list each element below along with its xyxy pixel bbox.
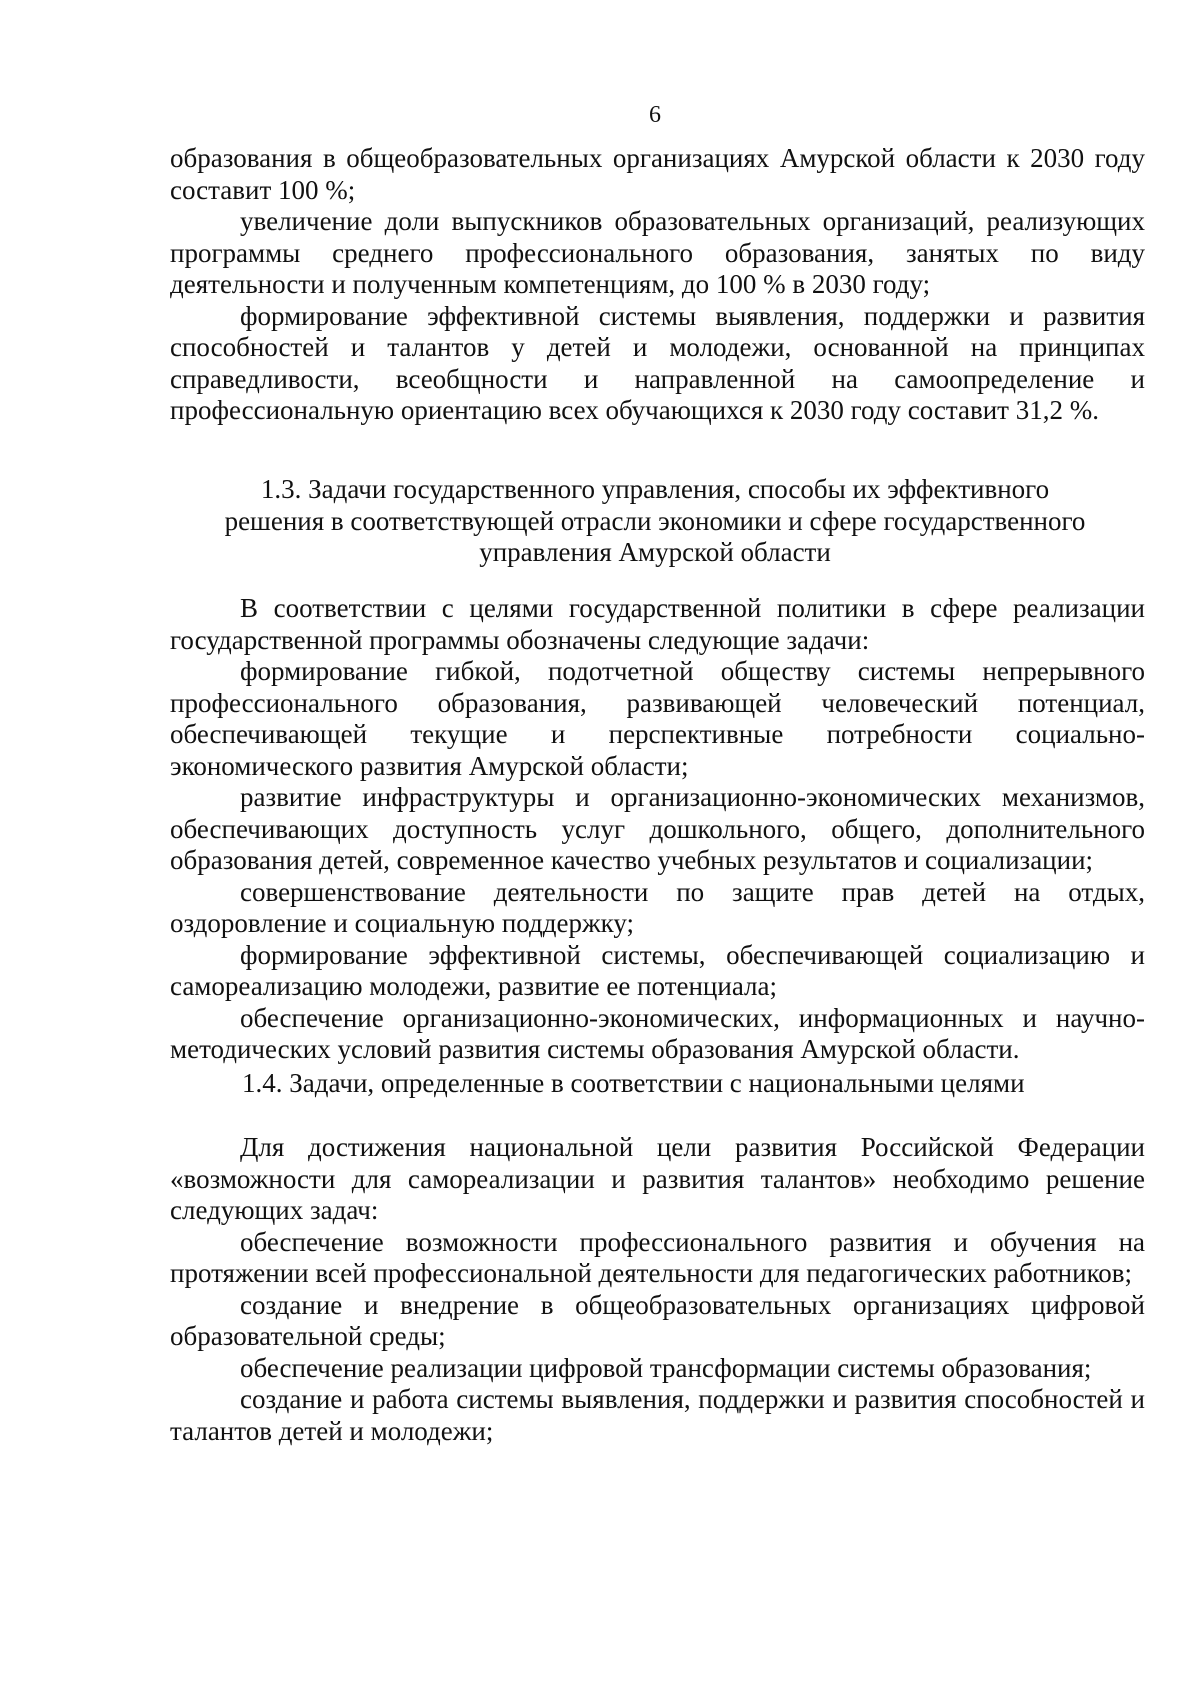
paragraph-continuation: образования в общеобразовательных организациях Амурской области к 2030 году составит 100 %; bbox=[170, 143, 1145, 205]
section-intro: В соответствии с целями государственной политики в сфере реализации государственной программы обозначены следующие задачи: bbox=[170, 593, 1145, 655]
page-number: 6 bbox=[649, 102, 661, 128]
list-item: формирование гибкой, подотчетной обществу системы непрерывного профессионального образования, развивающей человеческий потенциал, обеспечивающей текущие и перспективные потребности социально-экономического развития Амурской области; bbox=[170, 656, 1145, 781]
paragraph-talents: формирование эффективной системы выявления, поддержки и развития способностей и талантов у детей и молодежи, основанной на принципах справедливости, всеобщности и направленной на самоопределение и профессиональную ориентацию всех обучающихся к 2030 году составит 31,2 %. bbox=[170, 300, 1145, 425]
list-item: обеспечение организационно-экономических, информационных и научно-методических условий развития системы образования Амурской области. bbox=[170, 1002, 1145, 1064]
section-intro: Для достижения национальной цели развития Российской Федерации «возможности для самореализации и развития талантов» необходимо решение следующих задач: bbox=[170, 1132, 1145, 1225]
list-item: создание и внедрение в общеобразовательных организациях цифровой образовательной среды; bbox=[170, 1289, 1145, 1351]
list-item: обеспечение реализации цифровой трансформации системы образования; bbox=[240, 1352, 1092, 1383]
section-heading-line: управления Амурской области bbox=[479, 537, 831, 567]
section-heading-line: решения в соответствующей отрасли экономики и сфере государственного bbox=[224, 505, 1086, 536]
section-heading: 1.4. Задачи, определенные в соответствии с национальными целями bbox=[242, 1068, 1025, 1098]
list-item: совершенствование деятельности по защите прав детей на отдых, оздоровление и социальную поддержку; bbox=[170, 876, 1145, 938]
list-item: формирование эффективной системы, обеспечивающей социализацию и самореализацию молодежи, развитие ее потенциала; bbox=[170, 939, 1145, 1001]
top-block bbox=[170, 143, 1145, 427]
section-1-3-body bbox=[170, 593, 1145, 1066]
paragraph-graduates: увеличение доли выпускников образовательных организаций, реализующих программы среднего профессионального образования, занятых по виду деятельности и полученным компетенциям, до 100 % в 2030 году; bbox=[170, 206, 1145, 299]
section-1-4-body bbox=[170, 1132, 1145, 1447]
list-item: обеспечение возможности профессионального развития и обучения на протяжении всей профессиональной деятельности для педагогических работников; bbox=[170, 1226, 1145, 1288]
section-1-4-heading bbox=[170, 1068, 1145, 1100]
section-heading-line: 1.3. Задачи государственного управления, способы их эффективного bbox=[260, 474, 1050, 504]
list-item: развитие инфраструктуры и организационно-экономических механизмов, обеспечивающих доступность услуг дошкольного, общего, дополнительного образования детей, современное качество учебных результатов и социализации; bbox=[170, 782, 1145, 875]
list-item: создание и работа системы выявления, поддержки и развития способностей и талантов детей и молодежи; bbox=[170, 1384, 1145, 1446]
section-1-3-heading bbox=[150, 474, 1160, 569]
